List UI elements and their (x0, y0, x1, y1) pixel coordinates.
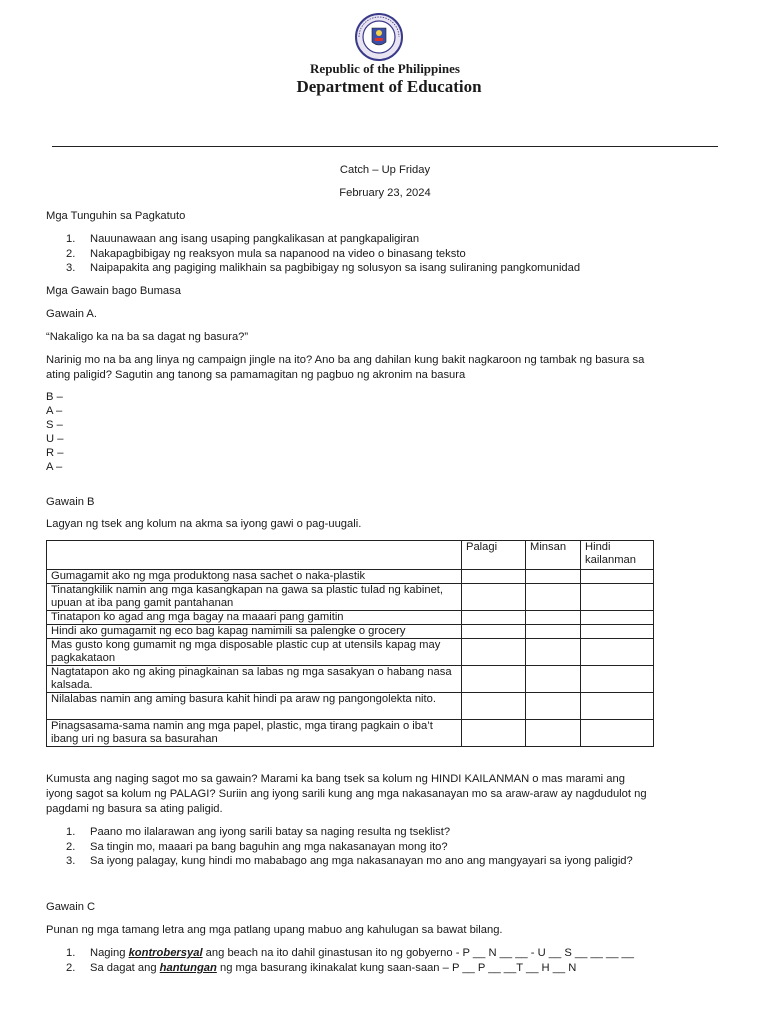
table-row (47, 693, 654, 720)
table-row (47, 570, 654, 584)
behavior-cell: Tinatangkilik namin ang mga kasangkapan na gawa sa plastic tulad ng kabinet, upuan at iba pang gamit pantahanan (47, 584, 462, 611)
column-header-hindi-kailanman: Hindi kailanman (581, 541, 654, 570)
check-cell-palagi[interactable] (462, 570, 526, 584)
deped-seal-logo (346, 12, 412, 62)
department-heading: Department of Education (296, 77, 482, 96)
check-cell-hindi-kailanman[interactable] (581, 639, 654, 666)
gawain-a-instructions-line2: ating paligid? Sagutin ang tanong sa pamamagitan ng pagbuo ng akronim na basura (46, 369, 466, 381)
table-row (47, 611, 654, 625)
check-cell-hindi-kailanman[interactable] (581, 584, 654, 611)
acronym-line: A – (46, 461, 63, 473)
column-header-minsan: Minsan (526, 541, 581, 570)
document-date: February 23, 2024 (339, 187, 431, 199)
check-cell-minsan[interactable] (526, 666, 581, 693)
behavior-cell: Gumagamit ako ng mga produktong nasa sachet o naka-plastik (47, 570, 462, 584)
behavior-cell: Tinatapon ko agad ang mga bagay na maaari pang gamitin (47, 611, 462, 625)
acronym-line: A – (46, 405, 63, 417)
acronym-list (46, 390, 106, 474)
gawain-a-instructions-line1: Narinig mo na ba ang linya ng campaign jingle na ito? Ano ba ang dahilan kung bakit nagkaroon ng tambak ng basura sa (46, 354, 645, 366)
gawain-a-heading: Gawain A. (46, 308, 97, 320)
table-row (47, 584, 654, 611)
check-cell-hindi-kailanman[interactable] (581, 570, 654, 584)
behavior-cell: Nagtatapon ako ng aking pinagkainan sa labas ng mga sasakyan o habang nasa kalsada. (47, 666, 462, 693)
table-row (47, 666, 654, 693)
gawain-b-instructions: Lagyan ng tsek ang kolum na akma sa iyong gawi o pag-uugali. (46, 518, 362, 530)
list-item: 2. Sa tingin mo, maaari pa bang baguhin ang mga nakasanayan mong ito? (66, 840, 448, 853)
republic-heading: Republic of the Philippines (310, 61, 460, 76)
acronym-line: U – (46, 433, 64, 445)
list-item: 1. Naging kontrobersyal ang beach na ito dahil ginastusan ito ng gobyerno - P __ N __ __ - U __ S __ __ __ __ (66, 947, 635, 959)
header-divider (52, 146, 718, 147)
highlighted-term: hantungan (159, 961, 217, 974)
table-row (47, 639, 654, 666)
check-cell-hindi-kailanman[interactable] (581, 611, 654, 625)
document-title: Catch – Up Friday (339, 164, 431, 176)
behavior-checklist-table (46, 540, 654, 747)
check-cell-palagi[interactable] (462, 625, 526, 639)
check-cell-palagi[interactable] (462, 720, 526, 747)
behavior-cell: Hindi ako gumagamit ng eco bag kapag namimili sa palengke o grocery (47, 625, 462, 639)
check-cell-minsan[interactable] (526, 611, 581, 625)
check-cell-minsan[interactable] (526, 570, 581, 584)
list-item: 1. Nauunawaan ang isang usaping pangkalikasan at pangkapaligiran (66, 233, 420, 245)
gawain-c-heading: Gawain C (46, 901, 96, 913)
acronym-line: R – (46, 447, 64, 459)
reflection-line-3: pagdami ng basura sa ating paligid. (46, 803, 223, 815)
objectives-heading: Mga Tunguhin sa Pagkatuto (46, 210, 186, 222)
check-cell-palagi[interactable] (462, 639, 526, 666)
list-item: 1. Paano mo ilalarawan ang iyong sarili batay sa naging resulta ng tseklist? (66, 826, 451, 838)
behavior-cell: Nilalabas namin ang aming basura kahit hindi pa araw ng pangongolekta nito. (47, 693, 462, 720)
check-cell-palagi[interactable] (462, 693, 526, 720)
column-header-palagi: Palagi (462, 541, 526, 570)
reflection-line-2: iyong sagot sa kolum ng PALAGI? Suriin ang iyong sarili kung ang mga nakasanayan mo sa araw-araw ay nagdudulot ng (46, 788, 647, 800)
column-header-behavior (47, 541, 462, 570)
fill-in-list (66, 946, 736, 975)
table-header-row (47, 541, 654, 570)
list-item: 2. Sa dagat ang hantungan ng mga basurang ikinakalat kung saan-saan – P __ P __ __T __ H __ N (66, 961, 577, 974)
table-row (47, 625, 654, 639)
table-row (47, 720, 654, 747)
check-cell-palagi[interactable] (462, 666, 526, 693)
list-item: 3. Naipapakita ang pagiging malikhain sa pagbibigay ng solusyon sa isang suliraning pangkomunidad (66, 262, 581, 274)
check-cell-hindi-kailanman[interactable] (581, 625, 654, 639)
check-cell-minsan[interactable] (526, 584, 581, 611)
gawain-b-heading: Gawain B (46, 496, 95, 508)
reflection-questions-list (66, 825, 736, 869)
check-cell-palagi[interactable] (462, 611, 526, 625)
check-cell-minsan[interactable] (526, 639, 581, 666)
check-cell-minsan[interactable] (526, 693, 581, 720)
check-cell-hindi-kailanman[interactable] (581, 693, 654, 720)
behavior-cell: Pinagsasama-sama namin ang mga papel, plastic, mga tirang pagkain o iba’t ibang uri ng basura sa basurahan (47, 720, 462, 747)
objectives-list (66, 232, 736, 276)
prereading-heading: Mga Gawain bago Bumasa (46, 285, 181, 297)
gawain-a-quote: “Nakaligo ka na ba sa dagat ng basura?” (46, 331, 249, 343)
reflection-line-1: Kumusta ang naging sagot mo sa gawain? Marami ka bang tsek sa kolum ng HINDI KAILANMAN o mas marami ang (46, 773, 625, 785)
acronym-line: S – (46, 419, 63, 431)
behavior-cell: Mas gusto kong gumamit ng mga disposable plastic cup at utensils kapag may pagkakataon (47, 639, 462, 666)
check-cell-minsan[interactable] (526, 720, 581, 747)
check-cell-minsan[interactable] (526, 625, 581, 639)
gawain-c-instructions: Punan ng mga tamang letra ang mga patlang upang mabuo ang kahulugan sa bawat bilang. (46, 924, 503, 936)
check-cell-hindi-kailanman[interactable] (581, 720, 654, 747)
highlighted-term: kontrobersyal (128, 947, 203, 959)
check-cell-palagi[interactable] (462, 584, 526, 611)
check-cell-hindi-kailanman[interactable] (581, 666, 654, 693)
acronym-line: B – (46, 391, 63, 403)
list-item: 2. Nakapagbibigay ng reaksyon mula sa napanood na video o binasang teksto (66, 247, 466, 260)
list-item: 3. Sa iyong palagay, kung hindi mo mababago ang mga nakasanayan mo ano ang mangyayari sa iyong paligid? (66, 855, 633, 867)
